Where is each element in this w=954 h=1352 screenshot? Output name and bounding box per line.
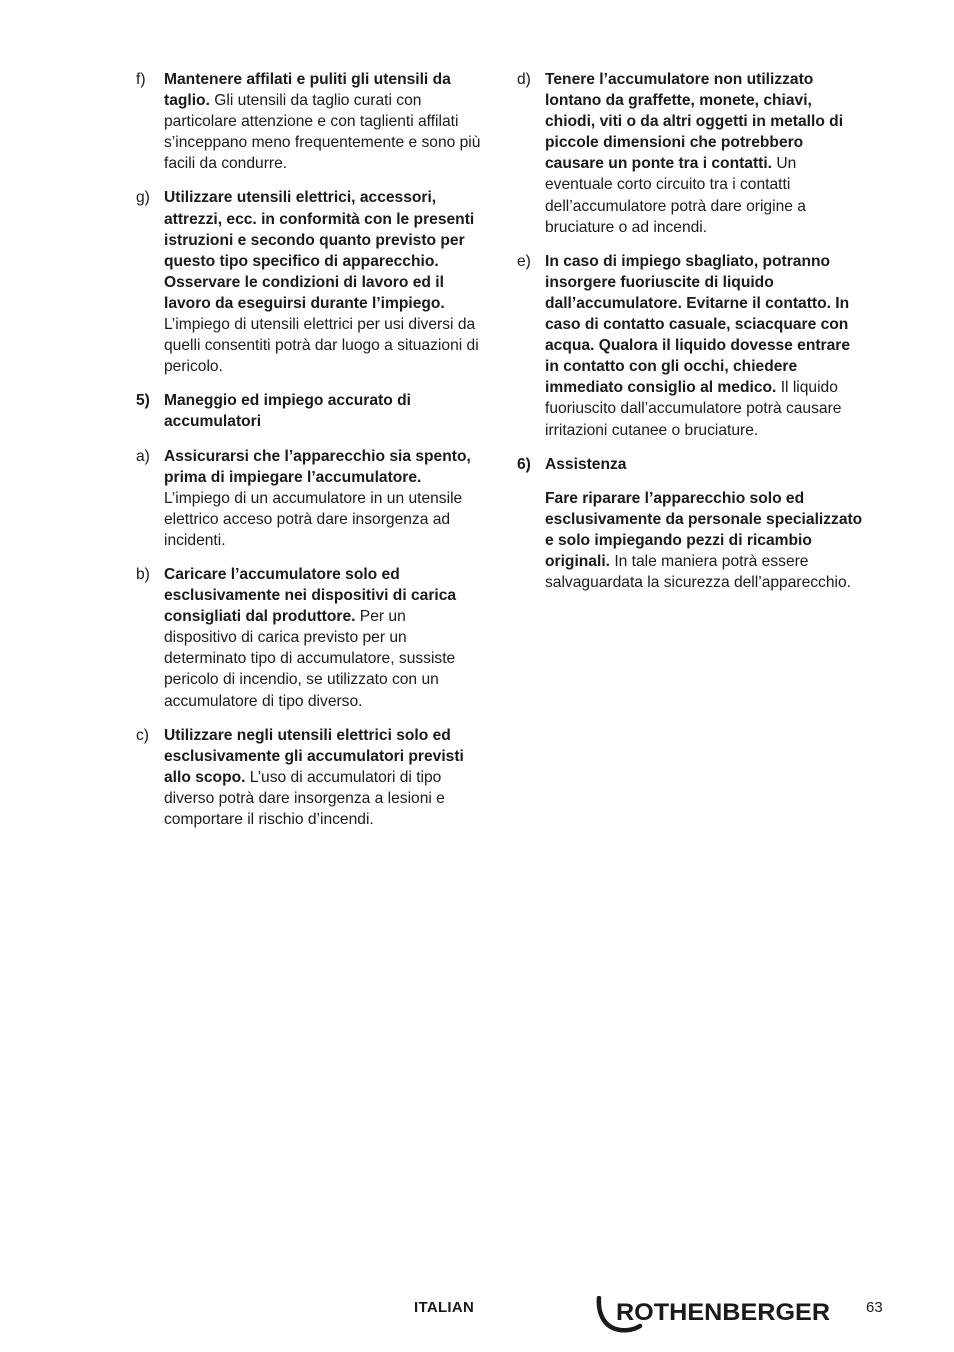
item-bold-text: Caricare l’accumulatore solo ed esclusivamente nei dispositivi di carica consigliati dal produttore.: [164, 565, 457, 626]
service-bold-text: Fare riparare l’apparecchio solo ed esclusivamente da personale specializzato e solo impiegando pezzi di ricambio originali.: [545, 489, 863, 570]
instruction-a: [136, 446, 481, 551]
item-plain-text: L’uso di accumulatori di tipo diverso potrà dare insorgenza a lesioni e comportare il rischio d’incendi.: [164, 768, 445, 828]
item-marker: e): [517, 252, 531, 270]
item-bold-text: Assicurarsi che l’apparecchio sia spento, prima di impiegare l’accumulatore.: [164, 447, 471, 486]
item-plain-text: Per un dispositivo di carica previsto per un determinato tipo di accumulatore, sussiste pericolo di incendio, se utilizzato con un accumulatore di tipo diverso.: [164, 608, 456, 710]
service-plain-text: In tale maniera potrà essere salvaguardata la sicurezza dell’apparecchio.: [545, 552, 851, 592]
item-plain-text: Gli utensili da taglio curati con particolare attenzione e con taglienti affilati s’inceppano meno frequentemente e sono più facili da condurre.: [164, 92, 481, 173]
instruction-d: [517, 69, 865, 238]
section-title: [545, 454, 865, 475]
section-title: [164, 390, 481, 432]
instruction-b: [136, 564, 481, 712]
footer-language: ITALIAN: [414, 1299, 475, 1316]
item-text: [164, 187, 481, 377]
item-text: [545, 251, 865, 441]
item-text: [164, 564, 481, 712]
item-text: [164, 725, 481, 830]
section-heading-5: [136, 390, 481, 432]
item-bold-text: Utilizzare utensili elettrici, accessori, attrezzi, ecc. in conformità con le presenti istruzioni e secondo quanto previsto per questo tipo specifico di apparecchio. Osservare le condizioni di lavoro ed il lavoro da eseguirsi durante l’impiego.: [164, 189, 475, 312]
item-plain-text: Un eventuale corto circuito tra i contatti dell’accumulatore potrà dare origine a bruciature o ad incendi.: [545, 155, 806, 236]
item-bold-text: Tenere l’accumulatore non utilizzato lontano da graffette, monete, chiavi, chiodi, viti o da altri oggetti in metallo di piccole dimensioni che potrebbero causare un ponte tra i contatti.: [545, 71, 844, 173]
page-number: 63: [866, 1299, 883, 1316]
instruction-f: [136, 69, 481, 174]
left-column: [136, 69, 481, 843]
item-bold-text: Mantenere affilati e puliti gli utensili da taglio.: [164, 71, 451, 110]
instruction-g: [136, 187, 481, 377]
indent-spacer: [517, 488, 545, 593]
right-column: [517, 69, 865, 606]
item-marker: d): [517, 71, 531, 88]
item-marker: a): [136, 447, 150, 465]
instruction-e: [517, 251, 865, 441]
item-bold-text: In caso di impiego sbagliato, potranno insorgere fuoriuscite di liquido dall’accumulatore. Evitarne il contatto. In caso di contatto casuale, sciacquare con acqua. Qualora il liquido dovesse entrare in contatto con gli occhi, chiedere immediato consiglio al medico.: [545, 252, 851, 397]
service-paragraph: [517, 488, 865, 593]
rothenberger-logo: [596, 1296, 836, 1334]
instruction-c: [136, 725, 481, 830]
item-marker: f): [136, 71, 146, 88]
item-marker: g): [136, 189, 150, 207]
service-text: [545, 488, 865, 593]
item-plain-text: L’impiego di utensili elettrici per usi diversi da quelli consentiti potrà dar luogo a situazioni di pericolo.: [164, 316, 479, 376]
item-marker: b): [136, 565, 150, 583]
section-title-text: Assistenza: [545, 455, 627, 473]
item-text: [164, 69, 481, 174]
item-bold-text: Utilizzare negli utensili elettrici solo ed esclusivamente gli accumulatori previsti allo scopo.: [164, 726, 464, 786]
item-text: [545, 69, 865, 238]
section-number: 6): [517, 455, 531, 473]
logo-brand-text: ROTHENBERGER: [616, 1299, 831, 1326]
section-number: 5): [136, 392, 150, 410]
section-heading-6: [517, 454, 865, 475]
item-plain-text: Il liquido fuoriuscito dall’accumulatore potrà causare irritazioni cutanee o bruciature.: [545, 379, 842, 439]
section-title-text: Maneggio ed impiego accurato di accumulatori: [164, 392, 411, 431]
item-text: [164, 446, 481, 551]
item-marker: c): [136, 726, 149, 744]
item-plain-text: L’impiego di un accumulatore in un utensile elettrico acceso potrà dare insorgenza ad incidenti.: [164, 489, 463, 549]
